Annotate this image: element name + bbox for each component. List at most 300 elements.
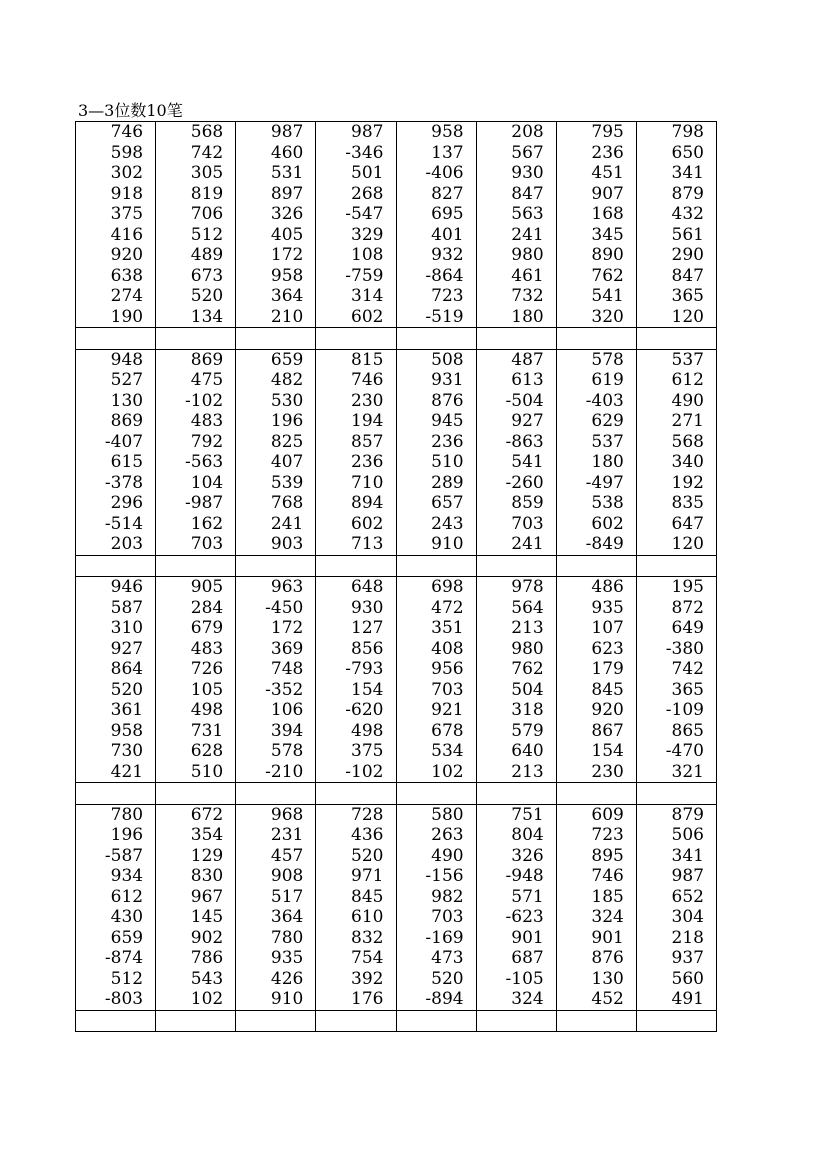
table-cell[interactable]: 768 [236, 493, 316, 514]
table-cell[interactable]: 120 [636, 307, 716, 328]
table-cell[interactable]: 517 [236, 887, 316, 908]
table-cell[interactable]: 154 [316, 680, 396, 701]
table-cell[interactable]: 890 [556, 245, 636, 266]
table-cell[interactable]: 921 [396, 700, 476, 721]
table-cell[interactable]: 920 [556, 700, 636, 721]
table-cell[interactable]: 137 [396, 143, 476, 164]
table-cell[interactable]: 196 [76, 825, 156, 846]
table-cell[interactable]: 579 [476, 721, 556, 742]
table-cell[interactable]: 326 [236, 204, 316, 225]
table-cell[interactable]: 416 [76, 225, 156, 246]
table-cell[interactable]: 956 [396, 659, 476, 680]
table-cell[interactable]: 321 [636, 762, 716, 783]
table-cell[interactable]: 213 [476, 618, 556, 639]
table-cell[interactable]: 968 [236, 804, 316, 825]
table-cell[interactable]: 901 [476, 928, 556, 949]
table-cell[interactable]: 560 [636, 969, 716, 990]
table-cell[interactable]: 971 [316, 866, 396, 887]
table-cell[interactable]: 945 [396, 411, 476, 432]
table-cell[interactable]: 746 [556, 866, 636, 887]
empty-cell[interactable] [556, 328, 636, 350]
table-cell[interactable]: 508 [396, 349, 476, 370]
table-cell[interactable]: 695 [396, 204, 476, 225]
table-cell[interactable]: 541 [556, 286, 636, 307]
table-cell[interactable]: 345 [556, 225, 636, 246]
table-cell[interactable]: 341 [636, 163, 716, 184]
table-cell[interactable]: 512 [156, 225, 236, 246]
table-cell[interactable]: -403 [556, 391, 636, 412]
table-cell[interactable]: 354 [156, 825, 236, 846]
table-cell[interactable]: -987 [156, 493, 236, 514]
empty-cell[interactable] [476, 328, 556, 350]
empty-cell[interactable] [76, 555, 156, 577]
table-cell[interactable]: 194 [316, 411, 396, 432]
table-cell[interactable]: 731 [156, 721, 236, 742]
table-cell[interactable]: 958 [396, 122, 476, 143]
table-cell[interactable]: 498 [316, 721, 396, 742]
table-cell[interactable]: -519 [396, 307, 476, 328]
table-cell[interactable]: 930 [476, 163, 556, 184]
table-cell[interactable]: 512 [76, 969, 156, 990]
table-cell[interactable]: 482 [236, 370, 316, 391]
table-cell[interactable]: 537 [636, 349, 716, 370]
table-cell[interactable]: 539 [236, 473, 316, 494]
table-cell[interactable]: 703 [396, 680, 476, 701]
table-cell[interactable]: 650 [636, 143, 716, 164]
table-cell[interactable]: 375 [76, 204, 156, 225]
empty-cell[interactable] [316, 328, 396, 350]
table-cell[interactable]: 647 [636, 514, 716, 535]
table-cell[interactable]: 742 [156, 143, 236, 164]
table-cell[interactable]: 130 [556, 969, 636, 990]
table-cell[interactable]: 706 [156, 204, 236, 225]
table-cell[interactable]: 230 [556, 762, 636, 783]
empty-cell[interactable] [636, 783, 716, 805]
table-cell[interactable]: 609 [556, 804, 636, 825]
table-cell[interactable]: -378 [76, 473, 156, 494]
table-cell[interactable]: 946 [76, 577, 156, 598]
table-cell[interactable]: -504 [476, 391, 556, 412]
table-cell[interactable]: 672 [156, 804, 236, 825]
empty-cell[interactable] [76, 328, 156, 350]
table-cell[interactable]: 967 [156, 887, 236, 908]
empty-cell[interactable] [476, 783, 556, 805]
table-cell[interactable]: 652 [636, 887, 716, 908]
table-cell[interactable]: 703 [476, 514, 556, 535]
table-cell[interactable]: -470 [636, 741, 716, 762]
table-cell[interactable]: 543 [156, 969, 236, 990]
table-cell[interactable]: 107 [556, 618, 636, 639]
empty-cell[interactable] [236, 1010, 316, 1032]
table-cell[interactable]: 571 [476, 887, 556, 908]
table-cell[interactable]: 610 [316, 907, 396, 928]
table-cell[interactable]: 520 [396, 969, 476, 990]
table-cell[interactable]: 937 [636, 948, 716, 969]
table-cell[interactable]: 483 [156, 411, 236, 432]
table-cell[interactable]: 751 [476, 804, 556, 825]
empty-cell[interactable] [556, 555, 636, 577]
table-cell[interactable]: 903 [236, 534, 316, 555]
empty-cell[interactable] [316, 1010, 396, 1032]
table-cell[interactable]: 351 [396, 618, 476, 639]
table-cell[interactable]: 732 [476, 286, 556, 307]
table-cell[interactable]: 659 [76, 928, 156, 949]
table-cell[interactable]: 864 [76, 659, 156, 680]
table-cell[interactable]: -380 [636, 639, 716, 660]
table-cell[interactable]: 102 [156, 989, 236, 1010]
table-cell[interactable]: 902 [156, 928, 236, 949]
table-cell[interactable]: 241 [476, 534, 556, 555]
table-cell[interactable]: 341 [636, 846, 716, 867]
table-cell[interactable]: -407 [76, 432, 156, 453]
table-cell[interactable]: 748 [236, 659, 316, 680]
table-cell[interactable]: 451 [556, 163, 636, 184]
table-cell[interactable]: 145 [156, 907, 236, 928]
table-cell[interactable]: 918 [76, 184, 156, 205]
table-cell[interactable]: -894 [396, 989, 476, 1010]
table-cell[interactable]: 845 [556, 680, 636, 701]
table-cell[interactable]: 723 [396, 286, 476, 307]
table-cell[interactable]: 231 [236, 825, 316, 846]
table-cell[interactable]: 501 [316, 163, 396, 184]
table-cell[interactable]: -547 [316, 204, 396, 225]
table-cell[interactable]: 568 [156, 122, 236, 143]
table-cell[interactable]: 274 [76, 286, 156, 307]
table-cell[interactable]: 452 [556, 989, 636, 1010]
table-cell[interactable]: 703 [396, 907, 476, 928]
table-cell[interactable]: 407 [236, 452, 316, 473]
table-cell[interactable]: 640 [476, 741, 556, 762]
table-cell[interactable]: 208 [476, 122, 556, 143]
table-cell[interactable]: 679 [156, 618, 236, 639]
table-cell[interactable]: 541 [476, 452, 556, 473]
table-cell[interactable]: -109 [636, 700, 716, 721]
table-cell[interactable]: 687 [476, 948, 556, 969]
table-cell[interactable]: 730 [76, 741, 156, 762]
table-cell[interactable]: -620 [316, 700, 396, 721]
empty-cell[interactable] [316, 783, 396, 805]
table-cell[interactable]: -169 [396, 928, 476, 949]
table-cell[interactable]: 869 [156, 349, 236, 370]
table-cell[interactable]: 530 [236, 391, 316, 412]
table-cell[interactable]: 203 [76, 534, 156, 555]
table-cell[interactable]: 289 [396, 473, 476, 494]
table-cell[interactable]: 263 [396, 825, 476, 846]
table-cell[interactable]: -563 [156, 452, 236, 473]
table-cell[interactable]: 106 [236, 700, 316, 721]
empty-cell[interactable] [476, 1010, 556, 1032]
table-cell[interactable]: -803 [76, 989, 156, 1010]
table-cell[interactable]: 698 [396, 577, 476, 598]
table-cell[interactable]: 473 [396, 948, 476, 969]
table-cell[interactable]: 457 [236, 846, 316, 867]
table-cell[interactable]: 780 [236, 928, 316, 949]
table-cell[interactable]: 713 [316, 534, 396, 555]
table-cell[interactable]: 958 [76, 721, 156, 742]
table-cell[interactable]: 856 [316, 639, 396, 660]
table-cell[interactable]: 930 [316, 598, 396, 619]
table-cell[interactable]: 394 [236, 721, 316, 742]
table-cell[interactable]: 638 [76, 266, 156, 287]
table-cell[interactable]: 296 [76, 493, 156, 514]
empty-cell[interactable] [156, 555, 236, 577]
table-cell[interactable]: 527 [76, 370, 156, 391]
table-cell[interactable]: 426 [236, 969, 316, 990]
table-cell[interactable]: 154 [556, 741, 636, 762]
table-cell[interactable]: 129 [156, 846, 236, 867]
table-cell[interactable]: 241 [476, 225, 556, 246]
table-cell[interactable]: 179 [556, 659, 636, 680]
table-cell[interactable]: 897 [236, 184, 316, 205]
table-cell[interactable]: 567 [476, 143, 556, 164]
table-cell[interactable]: 192 [636, 473, 716, 494]
table-cell[interactable]: -346 [316, 143, 396, 164]
empty-cell[interactable] [236, 783, 316, 805]
empty-cell[interactable] [156, 328, 236, 350]
table-cell[interactable]: 236 [396, 432, 476, 453]
table-cell[interactable]: 792 [156, 432, 236, 453]
table-cell[interactable]: 657 [396, 493, 476, 514]
table-cell[interactable]: 326 [476, 846, 556, 867]
table-cell[interactable]: 908 [236, 866, 316, 887]
table-cell[interactable]: 615 [76, 452, 156, 473]
table-cell[interactable]: 910 [396, 534, 476, 555]
table-cell[interactable]: 483 [156, 639, 236, 660]
table-cell[interactable]: -793 [316, 659, 396, 680]
empty-cell[interactable] [396, 555, 476, 577]
table-cell[interactable]: 935 [236, 948, 316, 969]
table-cell[interactable]: 375 [316, 741, 396, 762]
table-cell[interactable]: 659 [236, 349, 316, 370]
table-cell[interactable]: 872 [636, 598, 716, 619]
table-cell[interactable]: 563 [476, 204, 556, 225]
table-cell[interactable]: 134 [156, 307, 236, 328]
table-cell[interactable]: 504 [476, 680, 556, 701]
table-cell[interactable]: 629 [556, 411, 636, 432]
table-cell[interactable]: 602 [556, 514, 636, 535]
table-cell[interactable]: 461 [476, 266, 556, 287]
table-cell[interactable]: 723 [556, 825, 636, 846]
table-cell[interactable]: 613 [476, 370, 556, 391]
table-cell[interactable]: 869 [76, 411, 156, 432]
table-cell[interactable]: 754 [316, 948, 396, 969]
table-cell[interactable]: 361 [76, 700, 156, 721]
table-cell[interactable]: 302 [76, 163, 156, 184]
table-cell[interactable]: 830 [156, 866, 236, 887]
table-cell[interactable]: 865 [636, 721, 716, 742]
table-cell[interactable]: 392 [316, 969, 396, 990]
table-cell[interactable]: 190 [76, 307, 156, 328]
table-cell[interactable]: 195 [636, 577, 716, 598]
table-cell[interactable]: 405 [236, 225, 316, 246]
table-cell[interactable]: 196 [236, 411, 316, 432]
table-cell[interactable]: 320 [556, 307, 636, 328]
empty-cell[interactable] [316, 555, 396, 577]
empty-cell[interactable] [76, 783, 156, 805]
empty-cell[interactable] [236, 328, 316, 350]
table-cell[interactable]: 172 [236, 245, 316, 266]
table-cell[interactable]: 364 [236, 286, 316, 307]
table-cell[interactable]: 568 [636, 432, 716, 453]
table-cell[interactable]: 710 [316, 473, 396, 494]
table-cell[interactable]: -102 [156, 391, 236, 412]
table-cell[interactable]: 835 [636, 493, 716, 514]
table-cell[interactable]: -863 [476, 432, 556, 453]
table-cell[interactable]: 746 [76, 122, 156, 143]
table-cell[interactable]: 460 [236, 143, 316, 164]
table-cell[interactable]: -948 [476, 866, 556, 887]
table-cell[interactable]: 168 [556, 204, 636, 225]
table-cell[interactable]: 472 [396, 598, 476, 619]
table-cell[interactable]: 987 [636, 866, 716, 887]
table-cell[interactable]: 927 [76, 639, 156, 660]
table-cell[interactable]: 876 [396, 391, 476, 412]
table-cell[interactable]: 120 [636, 534, 716, 555]
table-cell[interactable]: 498 [156, 700, 236, 721]
table-cell[interactable]: 520 [76, 680, 156, 701]
table-cell[interactable]: 491 [636, 989, 716, 1010]
table-cell[interactable]: 982 [396, 887, 476, 908]
table-cell[interactable]: 958 [236, 266, 316, 287]
table-cell[interactable]: 340 [636, 452, 716, 473]
table-cell[interactable]: 742 [636, 659, 716, 680]
table-cell[interactable]: 703 [156, 534, 236, 555]
table-cell[interactable]: -156 [396, 866, 476, 887]
table-cell[interactable]: 980 [476, 245, 556, 266]
table-cell[interactable]: 304 [636, 907, 716, 928]
table-cell[interactable]: 318 [476, 700, 556, 721]
table-cell[interactable]: 580 [396, 804, 476, 825]
table-cell[interactable]: 365 [636, 286, 716, 307]
table-cell[interactable]: 798 [636, 122, 716, 143]
table-cell[interactable]: 931 [396, 370, 476, 391]
table-cell[interactable]: 268 [316, 184, 396, 205]
table-cell[interactable]: 910 [236, 989, 316, 1010]
table-cell[interactable]: 678 [396, 721, 476, 742]
table-cell[interactable]: 859 [476, 493, 556, 514]
table-cell[interactable]: -210 [236, 762, 316, 783]
table-cell[interactable]: -406 [396, 163, 476, 184]
table-cell[interactable]: 310 [76, 618, 156, 639]
table-cell[interactable]: 475 [156, 370, 236, 391]
table-cell[interactable]: 185 [556, 887, 636, 908]
table-cell[interactable]: 648 [316, 577, 396, 598]
table-cell[interactable]: 612 [636, 370, 716, 391]
table-cell[interactable]: 628 [156, 741, 236, 762]
table-cell[interactable]: 520 [156, 286, 236, 307]
table-cell[interactable]: 489 [156, 245, 236, 266]
table-cell[interactable]: 430 [76, 907, 156, 928]
empty-cell[interactable] [236, 555, 316, 577]
table-cell[interactable]: 963 [236, 577, 316, 598]
table-cell[interactable]: 819 [156, 184, 236, 205]
table-cell[interactable]: 180 [556, 452, 636, 473]
table-cell[interactable]: 879 [636, 804, 716, 825]
table-cell[interactable]: 486 [556, 577, 636, 598]
table-cell[interactable]: 762 [556, 266, 636, 287]
table-cell[interactable]: 290 [636, 245, 716, 266]
table-cell[interactable]: 980 [476, 639, 556, 660]
table-cell[interactable]: -352 [236, 680, 316, 701]
table-cell[interactable]: 218 [636, 928, 716, 949]
empty-cell[interactable] [396, 328, 476, 350]
table-cell[interactable]: 537 [556, 432, 636, 453]
table-cell[interactable]: -849 [556, 534, 636, 555]
table-cell[interactable]: 102 [396, 762, 476, 783]
table-cell[interactable]: 746 [316, 370, 396, 391]
table-cell[interactable]: 104 [156, 473, 236, 494]
empty-cell[interactable] [476, 555, 556, 577]
table-cell[interactable]: 162 [156, 514, 236, 535]
table-cell[interactable]: 230 [316, 391, 396, 412]
table-cell[interactable]: 987 [236, 122, 316, 143]
table-cell[interactable]: 728 [316, 804, 396, 825]
table-cell[interactable]: -514 [76, 514, 156, 535]
table-cell[interactable]: 762 [476, 659, 556, 680]
table-cell[interactable]: 602 [316, 307, 396, 328]
empty-cell[interactable] [156, 1010, 236, 1032]
table-cell[interactable]: 894 [316, 493, 396, 514]
table-cell[interactable]: 825 [236, 432, 316, 453]
table-cell[interactable]: 927 [476, 411, 556, 432]
table-cell[interactable]: 879 [636, 184, 716, 205]
table-cell[interactable]: 236 [556, 143, 636, 164]
table-cell[interactable]: 490 [396, 846, 476, 867]
table-cell[interactable]: 795 [556, 122, 636, 143]
empty-cell[interactable] [636, 555, 716, 577]
table-cell[interactable]: 314 [316, 286, 396, 307]
empty-cell[interactable] [636, 328, 716, 350]
table-cell[interactable]: 987 [316, 122, 396, 143]
table-cell[interactable]: 180 [476, 307, 556, 328]
table-cell[interactable]: 623 [556, 639, 636, 660]
table-cell[interactable]: 108 [316, 245, 396, 266]
table-cell[interactable]: 421 [76, 762, 156, 783]
table-cell[interactable]: 780 [76, 804, 156, 825]
table-cell[interactable]: 845 [316, 887, 396, 908]
table-cell[interactable]: -105 [476, 969, 556, 990]
empty-cell[interactable] [396, 1010, 476, 1032]
table-cell[interactable]: 127 [316, 618, 396, 639]
table-cell[interactable]: 105 [156, 680, 236, 701]
table-cell[interactable]: -450 [236, 598, 316, 619]
table-cell[interactable]: 561 [636, 225, 716, 246]
empty-cell[interactable] [556, 783, 636, 805]
table-cell[interactable]: 934 [76, 866, 156, 887]
table-cell[interactable]: 305 [156, 163, 236, 184]
table-cell[interactable]: 901 [556, 928, 636, 949]
table-cell[interactable]: 324 [556, 907, 636, 928]
table-cell[interactable]: -864 [396, 266, 476, 287]
table-cell[interactable]: 598 [76, 143, 156, 164]
table-cell[interactable]: 506 [636, 825, 716, 846]
table-cell[interactable]: 130 [76, 391, 156, 412]
table-cell[interactable]: 369 [236, 639, 316, 660]
table-cell[interactable]: 408 [396, 639, 476, 660]
table-cell[interactable]: -759 [316, 266, 396, 287]
table-cell[interactable]: -102 [316, 762, 396, 783]
table-cell[interactable]: 815 [316, 349, 396, 370]
table-cell[interactable]: -587 [76, 846, 156, 867]
table-cell[interactable]: 578 [556, 349, 636, 370]
table-cell[interactable]: 612 [76, 887, 156, 908]
table-cell[interactable]: 876 [556, 948, 636, 969]
table-cell[interactable]: 401 [396, 225, 476, 246]
table-cell[interactable]: 827 [396, 184, 476, 205]
table-cell[interactable]: 832 [316, 928, 396, 949]
table-cell[interactable]: 602 [316, 514, 396, 535]
empty-cell[interactable] [636, 1010, 716, 1032]
